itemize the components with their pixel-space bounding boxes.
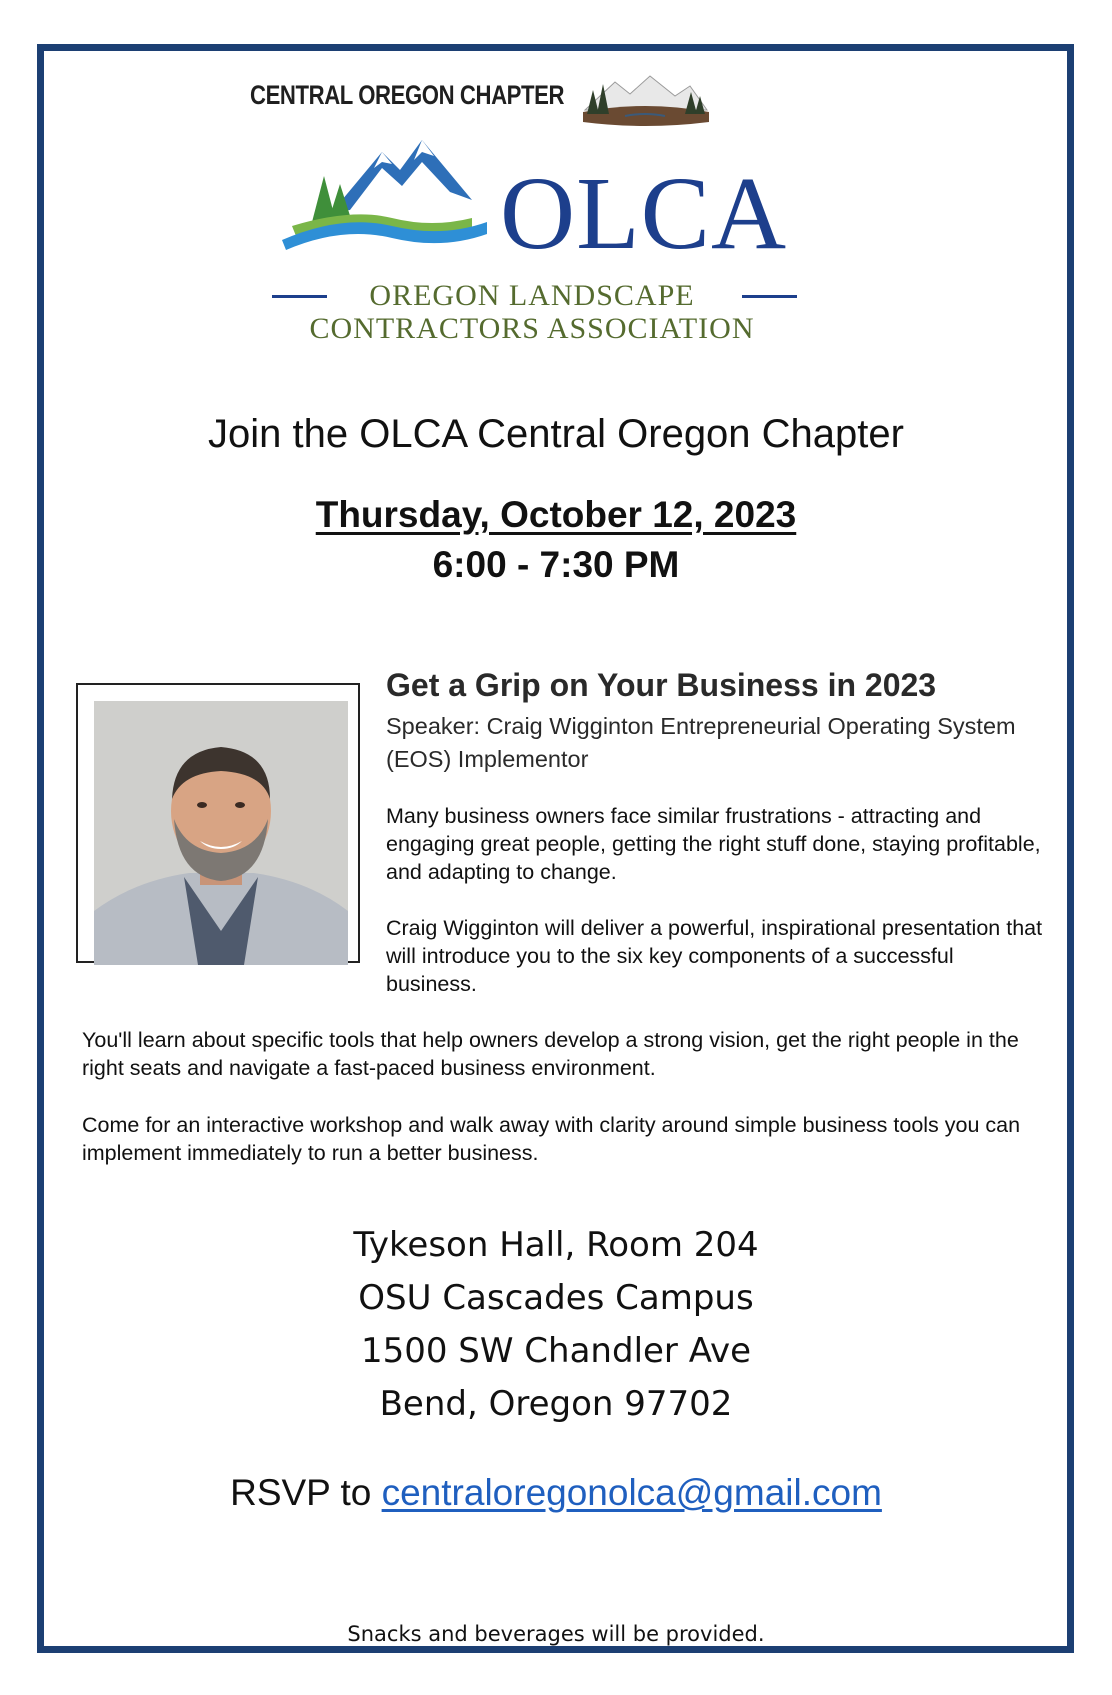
logo-line-2: CONTRACTORS ASSOCIATION — [309, 312, 755, 345]
event-time: 6:00 - 7:30 PM — [432, 544, 680, 585]
rsvp-email-link[interactable]: centraloregonolca@gmail.com — [381, 1472, 882, 1513]
logo-line-1: OREGON LANDSCAPE — [369, 279, 695, 312]
speaker-line: Speaker: Craig Wigginton Entrepreneurial Operating System (EOS) Implementor — [386, 713, 1016, 772]
speaker-portrait-icon — [94, 701, 348, 965]
logo-rule-right — [742, 295, 797, 298]
footnote: Snacks and beverages will be provided. — [347, 1622, 765, 1646]
speaker-photo-frame — [76, 683, 360, 963]
rsvp-line — [40, 1472, 1072, 1514]
session-title: Get a Grip on Your Business in 2023 — [386, 667, 937, 703]
mountains-river-trees-emblem-icon — [272, 122, 512, 262]
venue-line-4: Bend, Oregon 97702 — [379, 1384, 733, 1424]
mountain-forest-badge-icon — [575, 70, 715, 130]
olca-logo — [272, 122, 812, 352]
chapter-label: CENTRAL OREGON CHAPTER — [250, 80, 565, 110]
session-paragraph: Craig Wigginton will deliver a powerful, inspirational presentation that will introduce you to the six key components of a successful business. — [386, 916, 1043, 996]
venue-line-1: Tykeson Hall, Room 204 — [353, 1225, 759, 1265]
session-paragraph: Many business owners face similar frustrations - attracting and engaging great people, getting the right stuff done, staying profitable, and adapting to change. — [386, 804, 1041, 884]
event-headline: Join the OLCA Central Oregon Chapter — [208, 412, 904, 456]
session-paragraph: Come for an interactive workshop and walk away with clarity around simple business tools you can implement immediately to run a better business. — [82, 1113, 1021, 1165]
session-paragraph: You'll learn about specific tools that help owners develop a strong vision, get the right people in the right seats and navigate a fast-paced business environment. — [82, 1028, 1019, 1080]
speaker-photo — [94, 701, 348, 965]
chapter-header — [250, 70, 770, 120]
rsvp-prefix: RSVP to — [230, 1472, 382, 1513]
venue-line-2: OSU Cascades Campus — [358, 1278, 754, 1318]
olca-wordmark: OLCA — [500, 156, 788, 271]
venue-line-3: 1500 SW Chandler Ave — [360, 1331, 752, 1371]
event-date: Thursday, October 12, 2023 — [315, 494, 797, 535]
